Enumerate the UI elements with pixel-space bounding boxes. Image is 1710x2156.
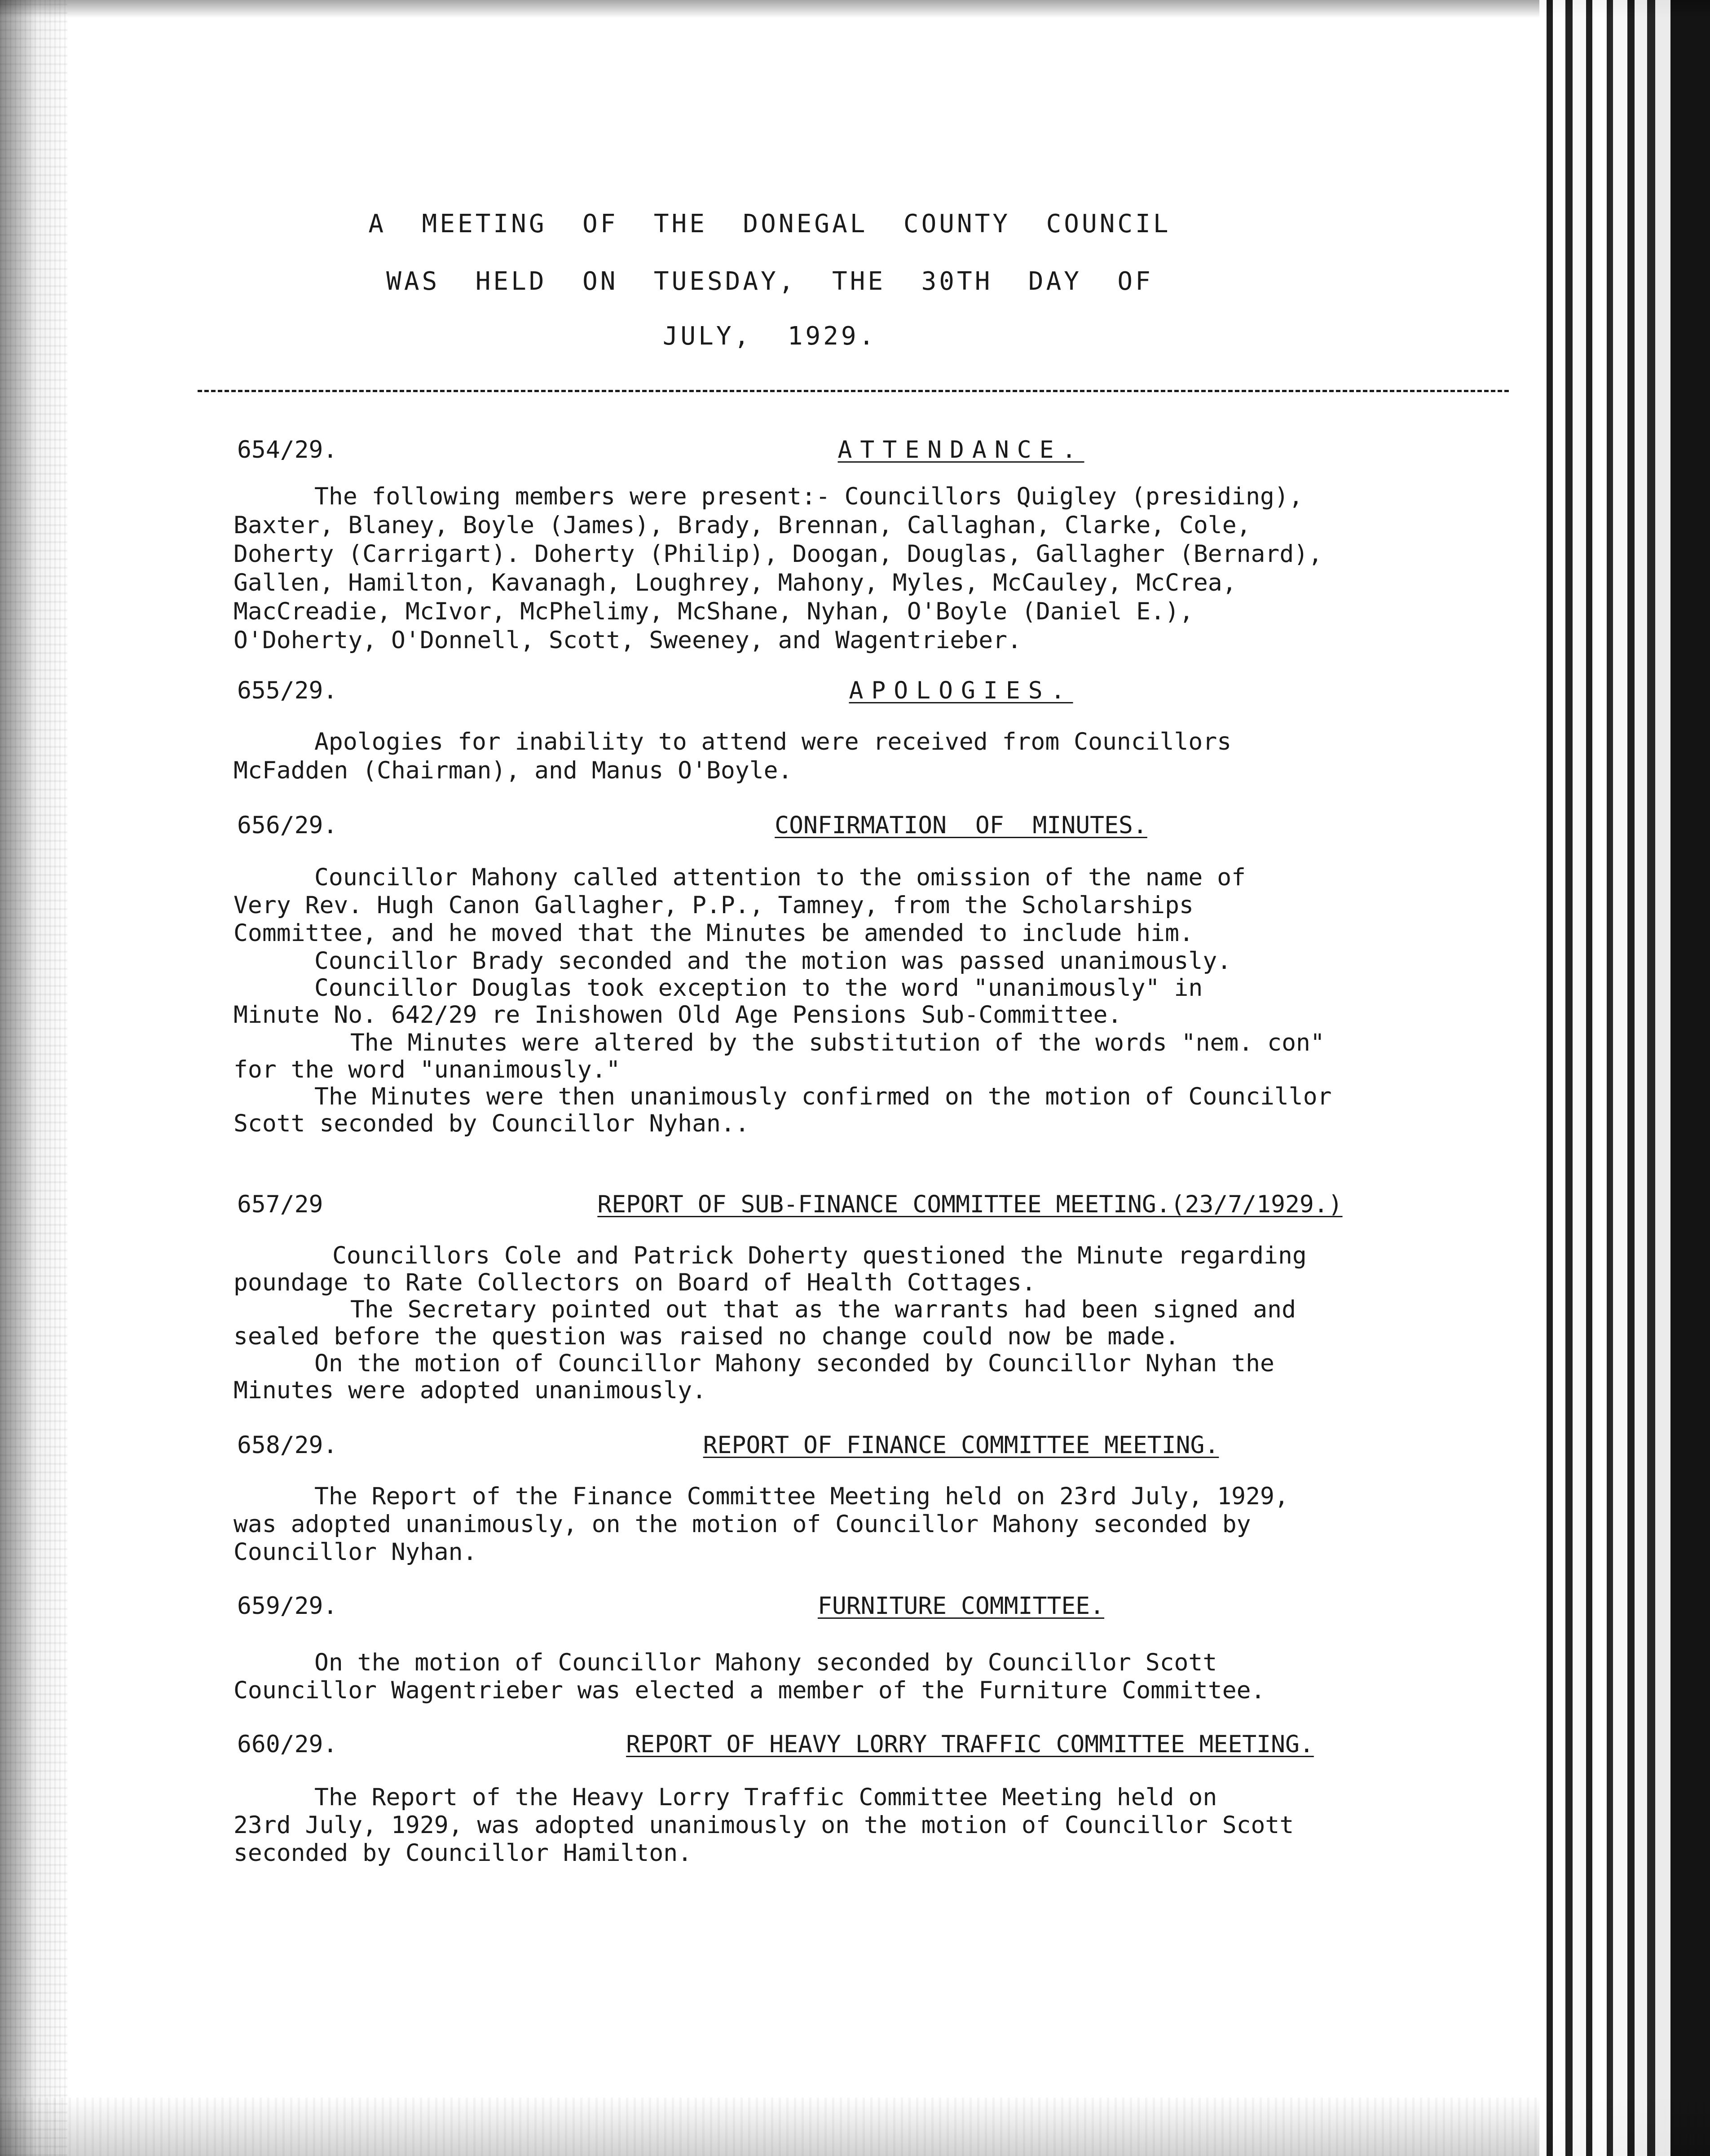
body-line: Apologies for inability to attend were received from Councillors	[314, 728, 1232, 755]
body-line: MacCreadie, McIvor, McPhelimy, McShane, Nyhan, O'Boyle (Daniel E.),	[234, 598, 1194, 625]
body-line: Scott seconded by Councillor Nyhan..	[234, 1110, 749, 1137]
minute-number: 656/29.	[237, 812, 338, 839]
section-heading: REPORT OF HEAVY LORRY TRAFFIC COMMITTEE MEETING.	[626, 1731, 1314, 1758]
minute-number: 658/29.	[237, 1431, 338, 1459]
minute-number: 660/29.	[237, 1731, 338, 1758]
body-line: was adopted unanimously, on the motion of Councillor Mahony seconded by	[234, 1511, 1251, 1538]
minute-number: 659/29.	[237, 1592, 338, 1620]
section-heading: FURNITURE COMMITTEE.	[817, 1592, 1105, 1620]
body-line: The following members were present:- Councillors Quigley (presiding),	[314, 483, 1303, 510]
minute-number: 654/29.	[237, 436, 338, 464]
body-line: seconded by Councillor Hamilton.	[234, 1839, 692, 1867]
body-line: poundage to Rate Collectors on Board of Health Cottages.	[234, 1269, 1036, 1296]
minute-number: 655/29.	[237, 677, 338, 704]
body-line: Committee, and he moved that the Minutes be amended to include him.	[234, 919, 1194, 947]
minute-number: 657/29	[237, 1191, 323, 1218]
body-line: Baxter, Blaney, Boyle (James), Brady, Brennan, Callaghan, Clarke, Cole,	[234, 512, 1251, 539]
body-line: Minute No. 642/29 re Inishowen Old Age Pensions Sub-Committee.	[234, 1001, 1122, 1029]
body-line: Doherty (Carrigart). Doherty (Philip), Doogan, Douglas, Gallagher (Bernard),	[234, 540, 1323, 568]
body-line: Very Rev. Hugh Canon Gallagher, P.P., Tamney, from the Scholarships	[234, 892, 1194, 919]
body-line: Councillor Mahony called attention to the omission of the name of	[314, 864, 1246, 891]
body-line: The Report of the Heavy Lorry Traffic Committee Meeting held on	[314, 1784, 1217, 1811]
body-line: 23rd July, 1929, was adopted unanimously on the motion of Councillor Scott	[234, 1811, 1294, 1839]
body-line: Minutes were adopted unanimously.	[234, 1377, 706, 1404]
body-line: sealed before the question was raised no change could now be made.	[234, 1323, 1179, 1350]
dashed-divider	[198, 390, 1509, 392]
body-line: for the word "unanimously."	[234, 1056, 621, 1083]
body-line: On the motion of Councillor Mahony seconded by Councillor Nyhan the	[314, 1350, 1274, 1377]
body-line: The Secretary pointed out that as the warrants had been signed and	[350, 1296, 1296, 1323]
body-line: The Minutes were altered by the substitution of the words "nem. con"	[350, 1029, 1325, 1056]
scan-edge-bottom	[0, 2098, 1710, 2156]
body-line: On the motion of Councillor Mahony seconded by Councillor Scott	[314, 1649, 1217, 1676]
section-heading: CONFIRMATION OF MINUTES.	[775, 812, 1147, 839]
section-heading: REPORT OF FINANCE COMMITTEE MEETING.	[703, 1431, 1219, 1459]
body-line: Gallen, Hamilton, Kavanagh, Loughrey, Mahony, Myles, McCauley, McCrea,	[234, 569, 1237, 596]
body-line: O'Doherty, O'Donnell, Scott, Sweeney, and Wagentrieber.	[234, 627, 1022, 654]
body-line: The Report of the Finance Committee Meeting held on 23rd July, 1929,	[314, 1483, 1289, 1510]
meeting-title-line-1: A MEETING OF THE DONEGAL COUNTY COUNCIL	[368, 209, 1171, 239]
body-line: Councillor Brady seconded and the motion was passed unanimously.	[314, 947, 1232, 975]
meeting-title-line-3: JULY, 1929.	[662, 322, 877, 351]
body-line: Councillor Nyhan.	[234, 1538, 477, 1566]
body-line: Councillor Wagentrieber was elected a member of the Furniture Committee.	[234, 1677, 1265, 1704]
body-line: Councillors Cole and Patrick Doherty questioned the Minute regarding	[332, 1242, 1307, 1269]
body-line: McFadden (Chairman), and Manus O'Boyle.	[234, 757, 793, 784]
scan-edge-top	[0, 0, 1710, 18]
section-heading: REPORT OF SUB-FINANCE COMMITTEE MEETING.(23/7/1929.)	[597, 1191, 1343, 1218]
section-heading: ATTENDANCE.	[837, 436, 1084, 464]
meeting-title-line-2: WAS HELD ON TUESDAY, THE 30TH DAY OF	[386, 267, 1153, 296]
body-line: Councillor Douglas took exception to the word "unanimously" in	[314, 974, 1203, 1002]
section-heading: APOLOGIES.	[849, 677, 1073, 704]
body-line: The Minutes were then unanimously confirmed on the motion of Councillor	[314, 1083, 1332, 1110]
